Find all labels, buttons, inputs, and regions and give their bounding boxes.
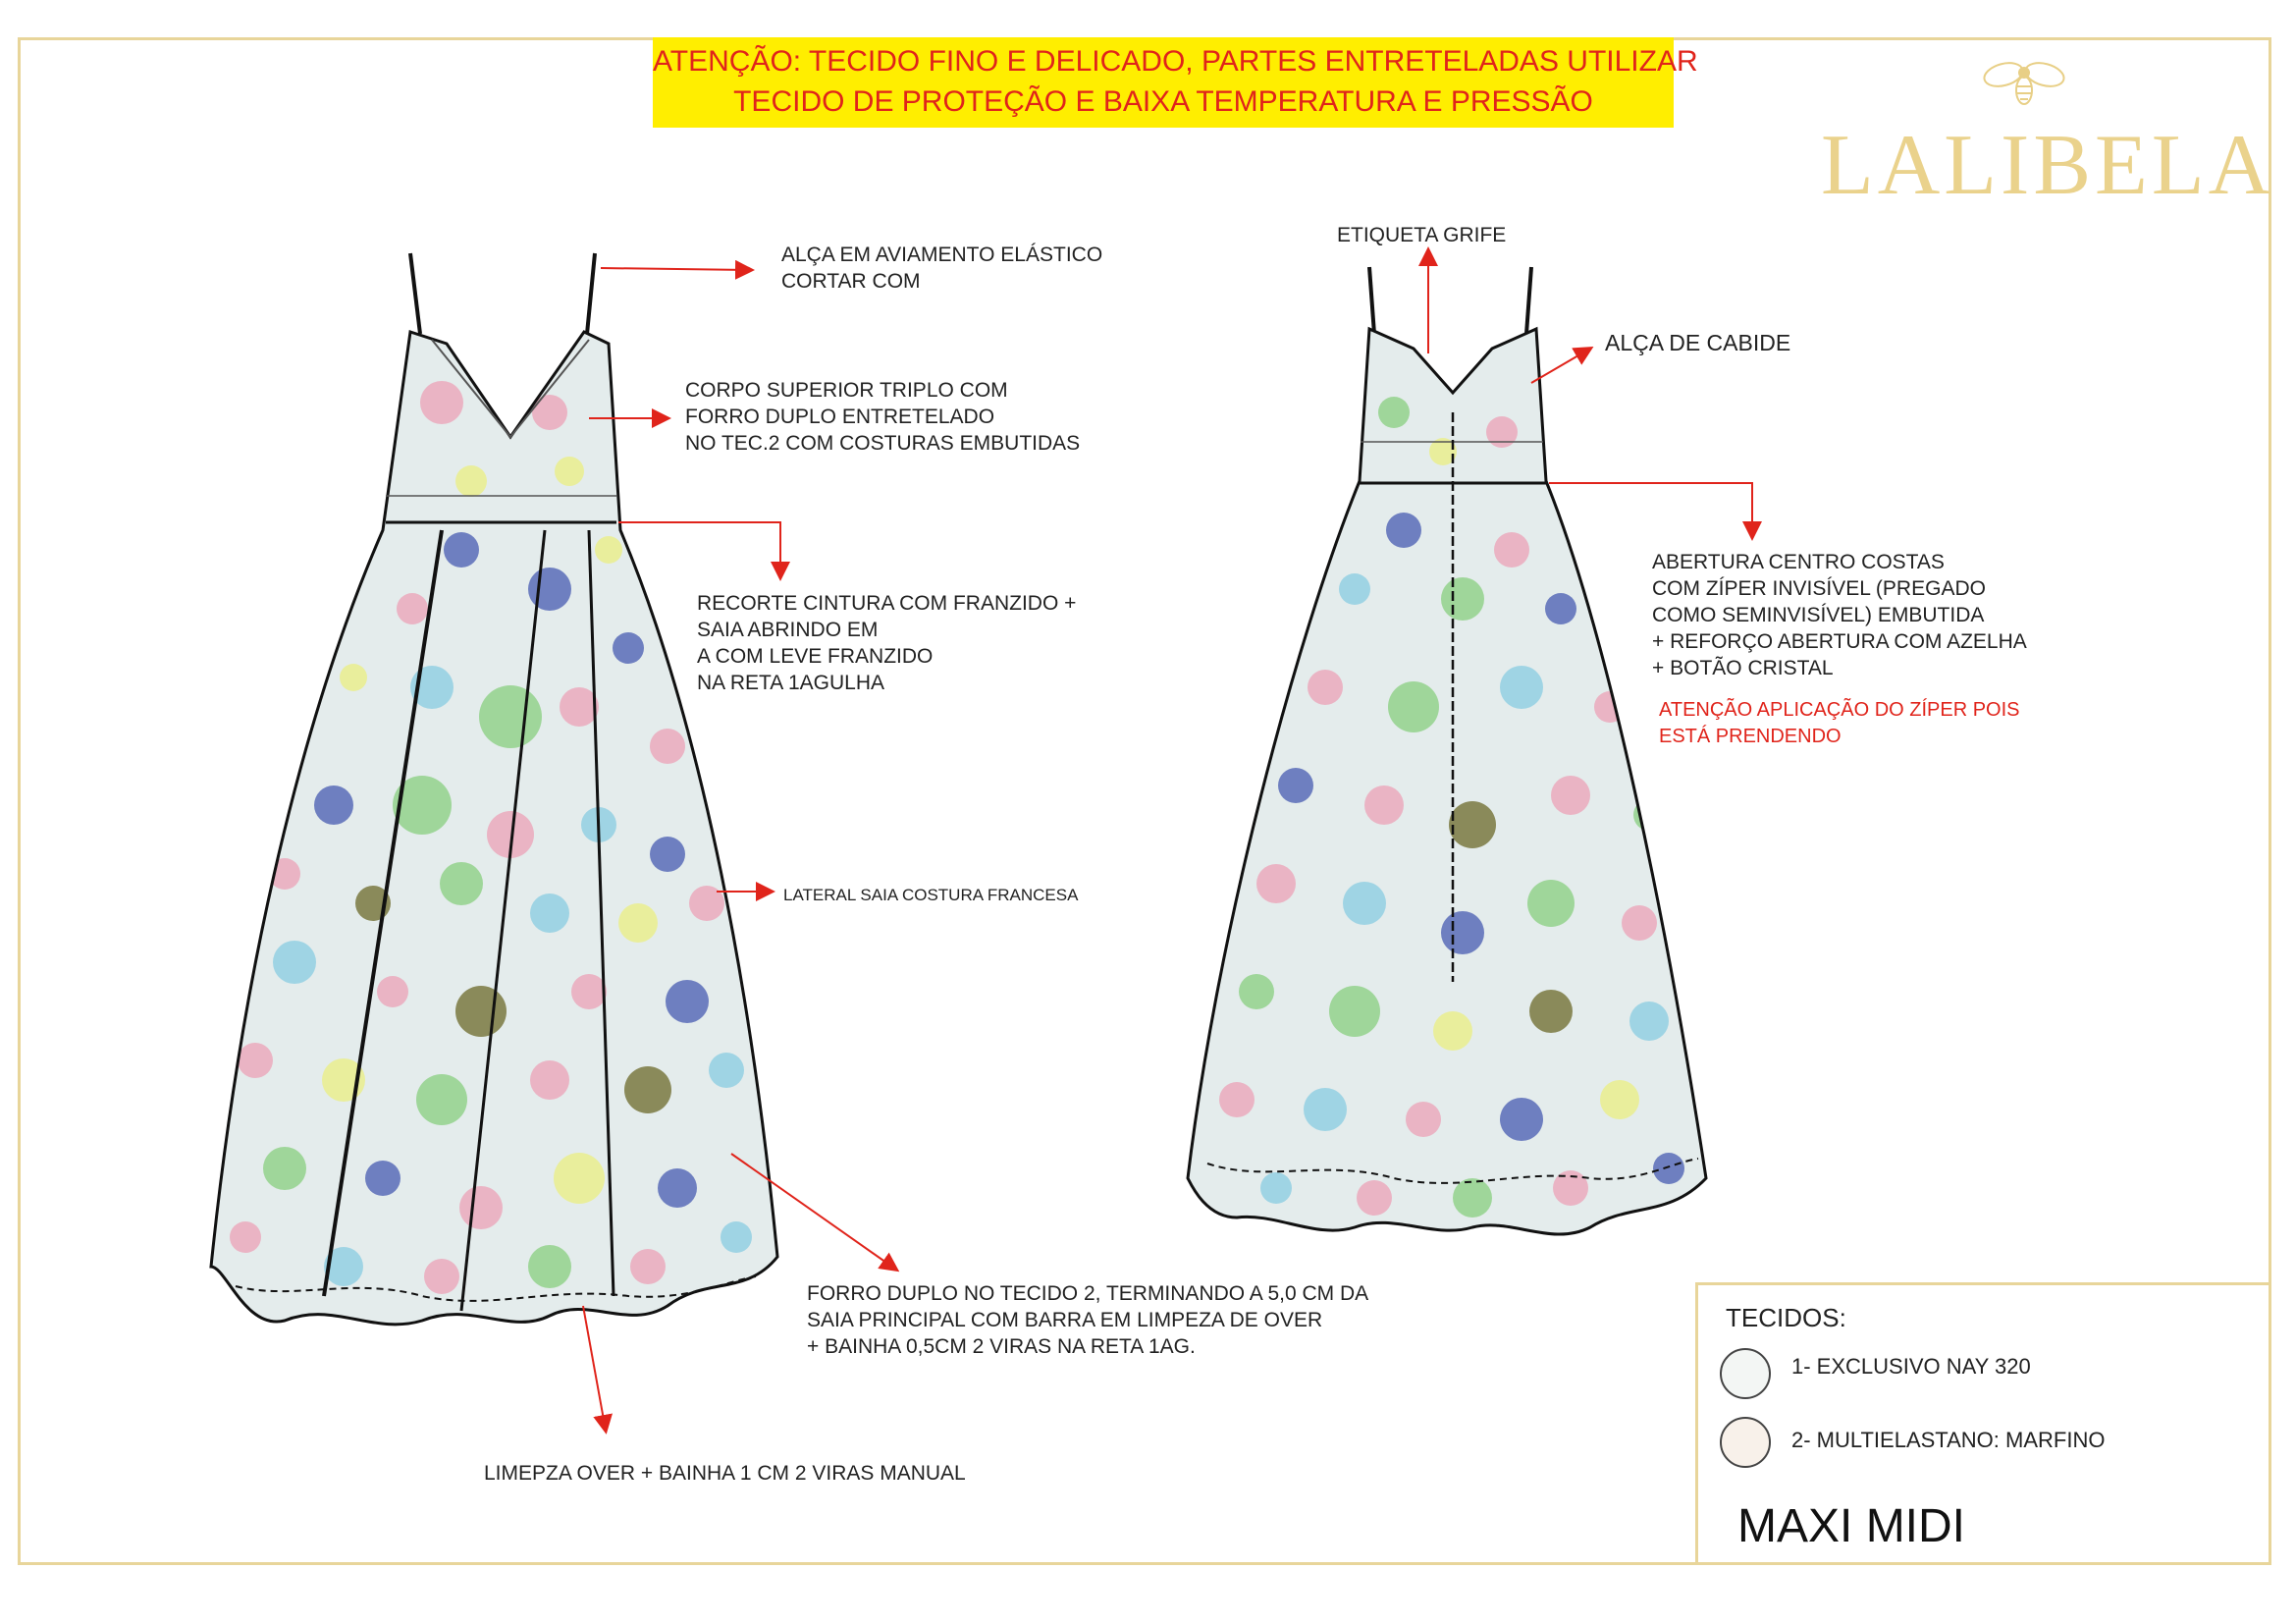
fabric-label-1: 1- EXCLUSIVO NAY 320 bbox=[1791, 1354, 2031, 1379]
note-lining-line-3: + BAINHA 0,5CM 2 VIRAS NA RETA 1AG. bbox=[807, 1335, 1196, 1358]
note-strap bbox=[781, 242, 1102, 295]
note-opening-line-1: ABERTURA CENTRO COSTAS bbox=[1652, 551, 1945, 573]
note-hanger: ALÇA DE CABIDE bbox=[1605, 330, 1791, 355]
note-waist-line-1: RECORTE CINTURA COM FRANZIDO + bbox=[697, 592, 1077, 615]
fabric-swatch-1 bbox=[1720, 1348, 1771, 1399]
fabrics-panel bbox=[1695, 1282, 2271, 1565]
note-bodice bbox=[685, 377, 1080, 457]
fabric-swatch-2 bbox=[1720, 1417, 1771, 1468]
note-waist-line-3: A COM LEVE FRANZIDO bbox=[697, 645, 934, 668]
note-lining bbox=[807, 1280, 1368, 1360]
note-strap-line-2: CORTAR COM bbox=[781, 270, 921, 293]
note-opening-line-3: COMO SEMINVISÍVEL) EMBUTIDA bbox=[1652, 604, 1985, 626]
model-name: MAXI MIDI bbox=[1737, 1500, 1966, 1552]
note-zipper-warning-line-2: ESTÁ PRENDENDO bbox=[1659, 726, 1842, 747]
note-bodice-line-1: CORPO SUPERIOR TRIPLO COM bbox=[685, 379, 1008, 402]
note-opening-line-4: + REFORÇO ABERTURA COM AZELHA bbox=[1652, 630, 2027, 653]
note-opening-line-5: + BOTÃO CRISTAL bbox=[1652, 657, 1834, 679]
back-dress bbox=[1178, 267, 1728, 1257]
note-zipper-warning bbox=[1659, 697, 2020, 750]
note-hem: LIMEPZA OVER + BAINHA 1 CM 2 VIRAS MANUAL bbox=[484, 1462, 966, 1485]
note-bodice-line-2: FORRO DUPLO ENTRETELADO bbox=[685, 406, 995, 428]
fabrics-title: TECIDOS: bbox=[1726, 1303, 1846, 1332]
warning-line-1: ATENÇÃO: TECIDO FINO E DELICADO, PARTES ENTRETELADAS UTILIZAR bbox=[653, 45, 1698, 78]
note-bodice-line-3: NO TEC.2 COM COSTURAS EMBUTIDAS bbox=[685, 432, 1081, 455]
note-opening-line-2: COM ZÍPER INVISÍVEL (PREGADO bbox=[1652, 577, 1986, 600]
note-lining-line-1: FORRO DUPLO NO TECIDO 2, TERMINANDO A 5,0 CM DA bbox=[807, 1282, 1369, 1305]
fabric-label-2: 2- MULTIELASTANO: MARFINO bbox=[1791, 1428, 2106, 1452]
note-side-seam: LATERAL SAIA COSTURA FRANCESA bbox=[783, 886, 1079, 904]
note-waist-line-2: SAIA ABRINDO EM bbox=[697, 619, 879, 641]
brand-logo: LALIBELA bbox=[1821, 118, 2275, 213]
note-zipper-warning-line-1: ATENÇÃO APLICAÇÃO DO ZÍPER POIS bbox=[1659, 699, 2020, 721]
warning-line-2: TECIDO DE PROTEÇÃO E BAIXA TEMPERATURA E PRESSÃO bbox=[733, 85, 1593, 118]
note-label: ETIQUETA GRIFE bbox=[1337, 224, 1507, 246]
note-waist-line-4: NA RETA 1AGULHA bbox=[697, 672, 885, 694]
note-opening bbox=[1652, 549, 2027, 681]
note-waist bbox=[697, 590, 1076, 696]
note-strap-line-1: ALÇA EM AVIAMENTO ELÁSTICO bbox=[781, 244, 1103, 266]
note-lining-line-2: SAIA PRINCIPAL COM BARRA EM LIMPEZA DE OVER bbox=[807, 1309, 1323, 1331]
